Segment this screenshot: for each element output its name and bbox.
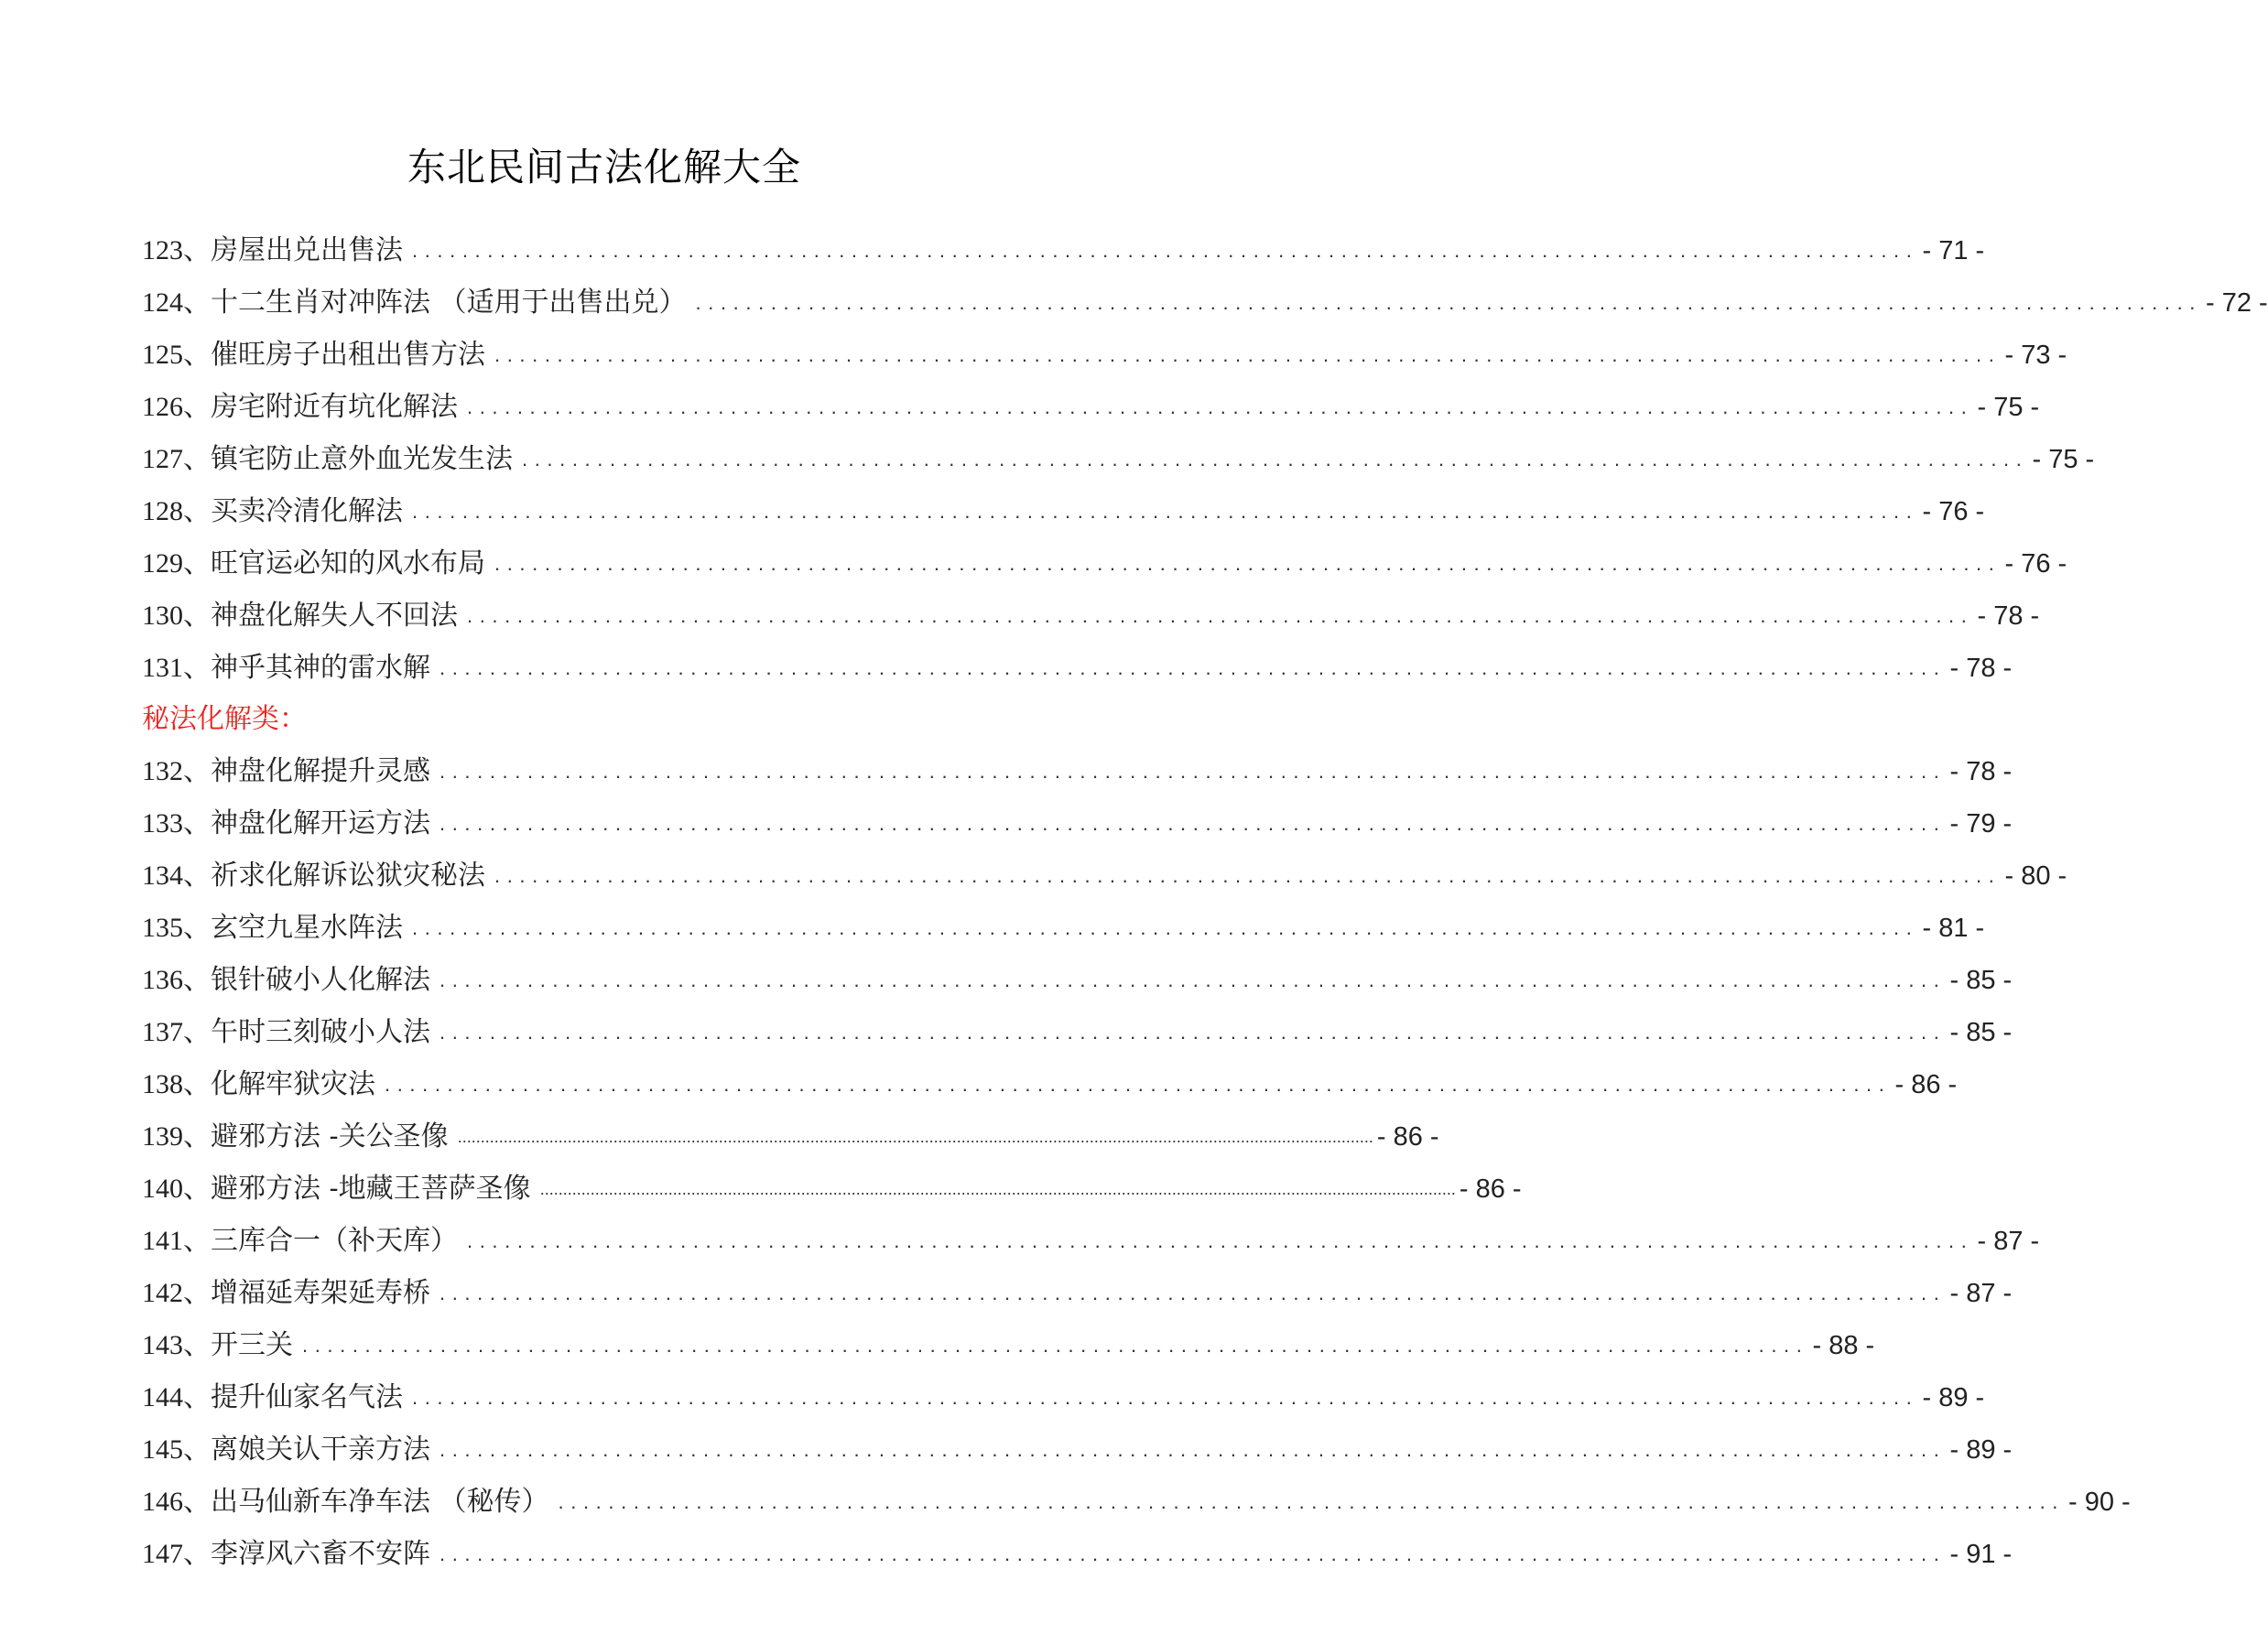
toc-entry[interactable] <box>142 797 2013 849</box>
toc-leader-dots: ........................................................................................................................ <box>412 1385 1919 1409</box>
toc-entry-number: 128、 <box>142 495 211 526</box>
toc-entry-number: 123、 <box>142 234 211 265</box>
toc-leader-dots: ........................................................................................................................ <box>439 1020 1947 1044</box>
toc-entry-title: 买卖冷清化解法 <box>211 494 403 527</box>
toc-entry-number: 124、 <box>142 287 211 318</box>
toc-leader-dots: ........................................................................................................................ <box>439 1542 1947 1565</box>
toc-section-heading: 秘法化解类： <box>142 703 307 735</box>
toc-entry-title: 旺官运必知的风水布局 <box>211 546 485 579</box>
toc-entry-title: 开三关 <box>211 1328 293 1361</box>
toc-entry-title: 十二生肖对冲阵法 （适用于出售出兑） <box>211 286 687 319</box>
toc-entry-title: 房屋出兑出售法 <box>211 233 403 266</box>
toc-entry-number: 130、 <box>142 600 211 631</box>
toc-entry-page-number: - 89 - <box>1922 1382 1985 1412</box>
toc-entry-number: 140、 <box>142 1173 211 1204</box>
toc-leader-dots: ........................................................................................................................ <box>439 811 1947 835</box>
toc-leader-dots: ........................................................................................................................ <box>439 968 1947 991</box>
toc-leader-dots: ........................................................................................................................ <box>439 1281 1947 1304</box>
toc-entry-number: 139、 <box>142 1120 211 1152</box>
toc-entry[interactable] <box>142 381 2040 433</box>
toc-entry[interactable] <box>142 1319 1875 1371</box>
toc-entry-number: 141、 <box>142 1225 211 1256</box>
toc-entry[interactable] <box>142 590 2040 642</box>
toc-entry-page-number: - 81 - <box>1922 913 1985 943</box>
toc-entry-page-number: - 80 - <box>2004 860 2067 891</box>
toc-leader-dots: ........................................................................................................................ <box>494 551 2002 575</box>
toc-entry-title: 出马仙新车净车法 （秘传） <box>211 1485 549 1518</box>
toc-leader-dots: ........................................................................................................................ <box>412 499 1919 523</box>
toc-entry[interactable] <box>142 485 1985 537</box>
toc-entry-number: 135、 <box>142 912 211 943</box>
toc-entry-title: 神盘化解提升灵感 <box>211 754 430 787</box>
toc-entry-number: 143、 <box>142 1329 211 1360</box>
toc-entry[interactable] <box>142 1163 1522 1215</box>
toc-entry-number: 138、 <box>142 1068 211 1099</box>
toc-entry[interactable] <box>142 1215 2040 1267</box>
toc-entry-page-number: - 87 - <box>1977 1226 2040 1256</box>
toc-leader-dots: ........................................................................................................................ <box>302 1333 1809 1357</box>
toc-section-heading-row <box>142 694 1094 745</box>
toc-entry-title: 离娘关认干亲方法 <box>211 1433 430 1466</box>
toc-leader-dots: ........................................................................................................................ <box>494 863 2002 887</box>
toc-entry-title: 避邪方法 -关公圣像 <box>211 1120 449 1152</box>
toc-entry-title: 神乎其神的雷水解 <box>211 651 430 684</box>
toc-entry-page-number: - 88 - <box>1812 1330 1875 1360</box>
toc-entry-title: 祈求化解诉讼狱灾秘法 <box>211 859 485 892</box>
toc-entry-title: 化解牢狱灾法 <box>211 1067 375 1100</box>
toc-entry-page-number: - 78 - <box>1949 756 2013 786</box>
toc-entry-number: 136、 <box>142 964 211 995</box>
toc-entry-title: 李淳风六畜不安阵 <box>211 1537 430 1570</box>
toc-entry-title: 三库合一（补天库） <box>211 1224 458 1257</box>
toc-entry-page-number: - 91 - <box>1949 1539 2013 1569</box>
toc-entry[interactable] <box>142 329 2067 381</box>
toc-entry-number: 129、 <box>142 547 211 579</box>
toc-entry-page-number: - 78 - <box>1949 653 2013 683</box>
toc-entry-title: 银针破小人化解法 <box>211 963 430 996</box>
toc-leader-dots: ........................................................................................................................ <box>494 342 2002 366</box>
toc-entry-number: 126、 <box>142 391 211 422</box>
toc-entry[interactable] <box>142 1371 1985 1423</box>
toc-entry-number: 144、 <box>142 1381 211 1412</box>
toc-entry-page-number: - 86 - <box>1459 1174 1522 1204</box>
toc-leader-dots: ........................................................................................................................ <box>467 395 1974 418</box>
toc-entry-page-number: - 73 - <box>2004 340 2067 370</box>
document-title: 东北民间古法化解大全 <box>407 145 801 189</box>
toc-leader-dots: ........................................................................................................................................................................................................ <box>539 1179 1456 1198</box>
toc-leader-dots: ........................................................................................................................ <box>385 1072 1892 1096</box>
toc-entry-title: 午时三刻破小人法 <box>211 1015 430 1048</box>
toc-entry[interactable] <box>142 537 2067 590</box>
toc-entry-page-number: - 89 - <box>1949 1434 2013 1465</box>
toc-entry-page-number: - 71 - <box>1922 235 1985 265</box>
toc-entry-number: 133、 <box>142 807 211 839</box>
toc-entry-number: 142、 <box>142 1277 211 1308</box>
toc-entry-title: 增福延寿架延寿桥 <box>211 1276 430 1309</box>
toc-entry-page-number: - 85 - <box>1949 1017 2013 1047</box>
toc-entry[interactable] <box>142 1058 1958 1110</box>
toc-entry[interactable] <box>142 745 2013 797</box>
toc-leader-dots: ........................................................................................................................ <box>439 759 1947 783</box>
toc-entry-number: 131、 <box>142 652 211 683</box>
toc-entry-page-number: - 90 - <box>2068 1487 2131 1517</box>
toc-entry[interactable] <box>142 1476 2131 1528</box>
toc-leader-dots: ........................................................................................................................ <box>412 915 1919 939</box>
toc-entry-number: 134、 <box>142 860 211 891</box>
toc-entry[interactable] <box>142 642 2013 694</box>
toc-entry-title: 玄空九星水阵法 <box>211 911 403 944</box>
toc-entry[interactable] <box>142 849 2067 902</box>
toc-entry-number: 147、 <box>142 1538 211 1569</box>
toc-entry-page-number: - 76 - <box>1922 496 1985 526</box>
toc-entry-number: 125、 <box>142 339 211 370</box>
toc-entry-page-number: - 79 - <box>1949 808 2013 839</box>
toc-leader-dots: ........................................................................................................................ <box>439 655 1947 679</box>
toc-entry[interactable] <box>142 902 1985 954</box>
toc-entry[interactable] <box>142 1110 1439 1163</box>
toc-entry-title: 催旺房子出租出售方法 <box>211 338 485 371</box>
toc-entry-page-number: - 86 - <box>1894 1069 1958 1099</box>
toc-entry-page-number: - 87 - <box>1949 1278 2013 1308</box>
toc-leader-dots: ........................................................................................................................ <box>695 290 2203 314</box>
toc-entry-page-number: - 72 - <box>2206 287 2268 318</box>
toc-entry-number: 137、 <box>142 1016 211 1047</box>
toc-entry-title: 提升仙家名气法 <box>211 1380 403 1413</box>
toc-entry-page-number: - 85 - <box>1949 965 2013 995</box>
toc-entry[interactable] <box>142 1423 2013 1476</box>
toc-entry-number: 132、 <box>142 755 211 786</box>
toc-entry-page-number: - 75 - <box>2032 444 2095 474</box>
toc-leader-dots: ........................................................................................................................ <box>412 238 1919 262</box>
toc-entry[interactable] <box>142 433 2095 485</box>
toc-leader-dots: ........................................................................................................................................................................................................ <box>457 1127 1373 1146</box>
toc-entry-page-number: - 76 - <box>2004 548 2067 579</box>
toc-entry-number: 146、 <box>142 1486 211 1517</box>
toc-leader-dots: ........................................................................................................................ <box>467 1228 1974 1252</box>
toc-leader-dots: ........................................................................................................................ <box>558 1489 2066 1513</box>
toc-entry-page-number: - 75 - <box>1977 392 2040 422</box>
toc-entry[interactable] <box>142 224 1985 276</box>
toc-entry-page-number: - 78 - <box>1977 601 2040 631</box>
toc-entry-number: 145、 <box>142 1434 211 1465</box>
toc-leader-dots: ........................................................................................................................ <box>522 447 2029 471</box>
toc-entry-title: 镇宅防止意外血光发生法 <box>211 442 513 475</box>
toc-entry-title: 房宅附近有坑化解法 <box>211 390 458 423</box>
toc-entry[interactable] <box>142 1528 2013 1580</box>
toc-entry[interactable] <box>142 954 2013 1006</box>
toc-entry-title: 神盘化解失人不回法 <box>211 599 458 632</box>
toc-entry-number: 127、 <box>142 443 211 474</box>
toc-entry-title: 避邪方法 -地藏王菩萨圣像 <box>211 1172 531 1205</box>
toc-entry[interactable] <box>142 276 2268 329</box>
table-of-contents <box>142 224 2268 1580</box>
toc-entry-page-number: - 86 - <box>1376 1121 1439 1152</box>
toc-entry-title: 神盘化解开运方法 <box>211 806 430 839</box>
toc-entry[interactable] <box>142 1006 2013 1058</box>
toc-leader-dots: ........................................................................................................................ <box>439 1437 1947 1461</box>
toc-leader-dots: ........................................................................................................................ <box>467 603 1974 627</box>
toc-entry[interactable] <box>142 1267 2013 1319</box>
